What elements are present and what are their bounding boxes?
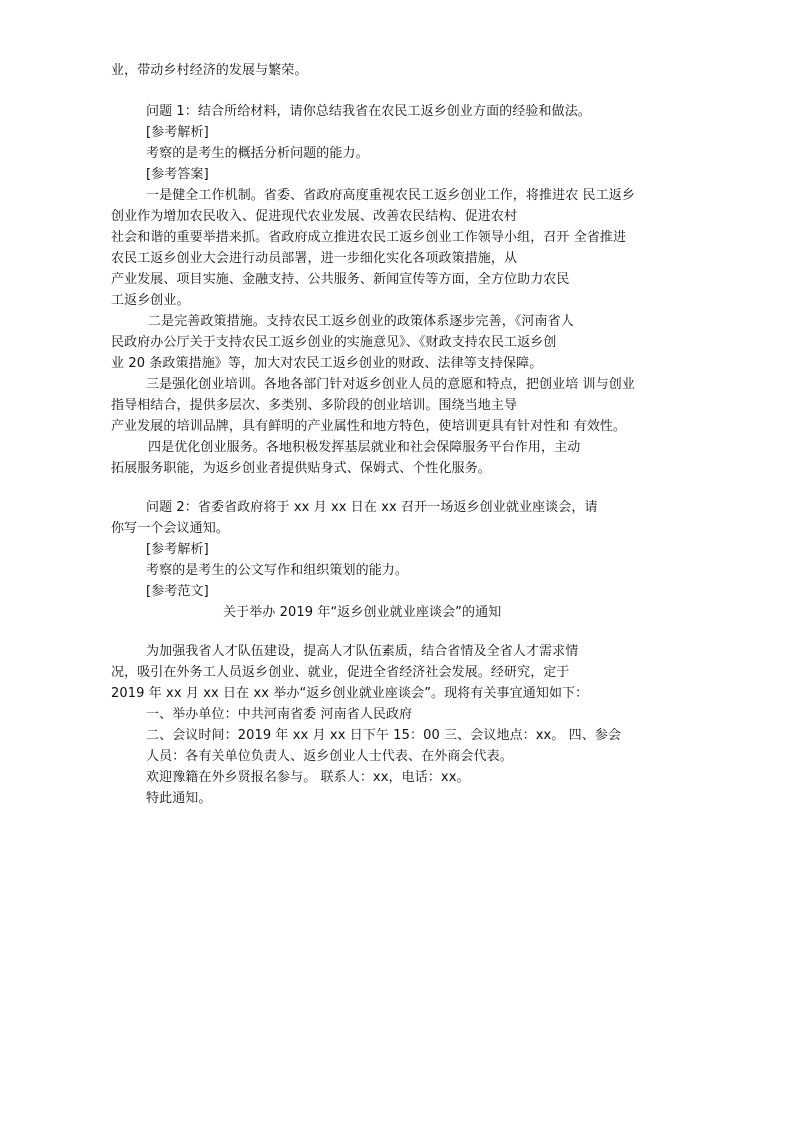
paragraph-line: 四是优化创业服务。各地积极发挥基层就业和社会保障服务平台作用，主动	[148, 440, 581, 455]
paragraph-line: 一是健全工作机制。省委、省政府高度重视农民工返乡创业工作，将推进农 民工返乡	[146, 188, 635, 203]
paragraph-line: 2019 年 xx 月 xx 日在 xx 举办“返乡创业就业座谈会”。现将有关事宜通知如下：	[111, 686, 589, 701]
paragraph-line: 考察的是考生的公文写作和组织策划的能力。	[146, 563, 409, 578]
paragraph-line: 社会和谐的重要举措来抓。省政府成立推进农民工返乡创业工作领导小组，召开 全省推进	[111, 230, 627, 245]
paragraph-line: 一、举办单位：中共河南省委 河南省人民政府	[146, 707, 413, 722]
paragraph-line: 你写一个会议通知。	[111, 521, 229, 536]
paragraph-line: 指导相结合，提供多层次、多类别、多阶段的创业培训。围绕当地主导	[111, 398, 518, 413]
paragraph-line: 欢迎豫籍在外乡贤报名参与。 联系人：xx，电话：xx。	[146, 770, 470, 785]
paragraph-line: 二是完善政策措施。支持农民工返乡创业的政策体系逐步完善，《河南省人	[148, 314, 574, 329]
paragraph-line: 二、会议时间：2019 年 xx 月 xx 日下午 15：00 三、会议地点：xx。 四、参会	[146, 728, 622, 743]
section-label-analysis: [参考解析]	[146, 542, 209, 557]
section-label-sample: [参考范文]	[146, 584, 209, 599]
paragraph-line: 考察的是考生的概括分析问题的能力。	[146, 146, 369, 161]
paragraph-line: 民政府办公厅关于支持农民工返乡创业的实施意见》、《财政支持农民工返乡创	[111, 335, 557, 350]
paragraph-line: 人员：各有关单位负责人、返乡创业人士代表、在外商会代表。	[146, 749, 513, 764]
section-label-analysis: [参考解析]	[146, 125, 209, 140]
question-1: 问题 1：结合所给材料，请你总结我省在农民工返乡创业方面的经验和做法。	[146, 104, 591, 119]
notice-title: 关于举办 2019 年“返乡创业就业座谈会”的通知	[223, 605, 502, 620]
paragraph-line: 为加强我省人才队伍建设，提高人才队伍素质，结合省情及全省人才需求情	[146, 644, 579, 659]
paragraph-line: 工返乡创业。	[111, 293, 190, 308]
paragraph-line: 产业发展、项目实施、金融支持、公共服务、新闻宣传等方面，全方位助力农民	[111, 272, 570, 287]
question-2: 问题 2：省委省政府将于 xx 月 xx 日在 xx 召开一场返乡创业就业座谈会，请	[146, 500, 598, 515]
paragraph-line: 业，带动乡村经济的发展与繁荣。	[111, 63, 308, 78]
paragraph-line: 况，吸引在外务工人员返乡创业、就业，促进全省经济社会发展。经研究，定于	[111, 665, 570, 680]
paragraph-line: 产业发展的培训品牌，具有鲜明的产业属性和地方特色，使培训更具有针对性和 有效性。	[111, 419, 627, 434]
paragraph-line: 拓展服务职能，为返乡创业者提供贴身式、保姆式、个性化服务。	[111, 461, 491, 476]
section-label-answer: [参考答案]	[146, 167, 209, 182]
paragraph-line: 业 20 条政策措施》等，加大对农民工返乡创业的财政、法律等支持保障。	[111, 356, 543, 371]
paragraph-line: 三是强化创业培训。各地各部门针对返乡创业人员的意愿和特点，把创业培 训与创业	[146, 377, 635, 392]
paragraph-line: 农民工返乡创业大会进行动员部署，进一步细化实化各项政策措施，从	[111, 251, 518, 266]
paragraph-line: 创业作为增加农民收入、促进现代农业发展、改善农民结构、促进农村	[111, 209, 518, 224]
closing-line: 特此通知。	[146, 791, 212, 806]
